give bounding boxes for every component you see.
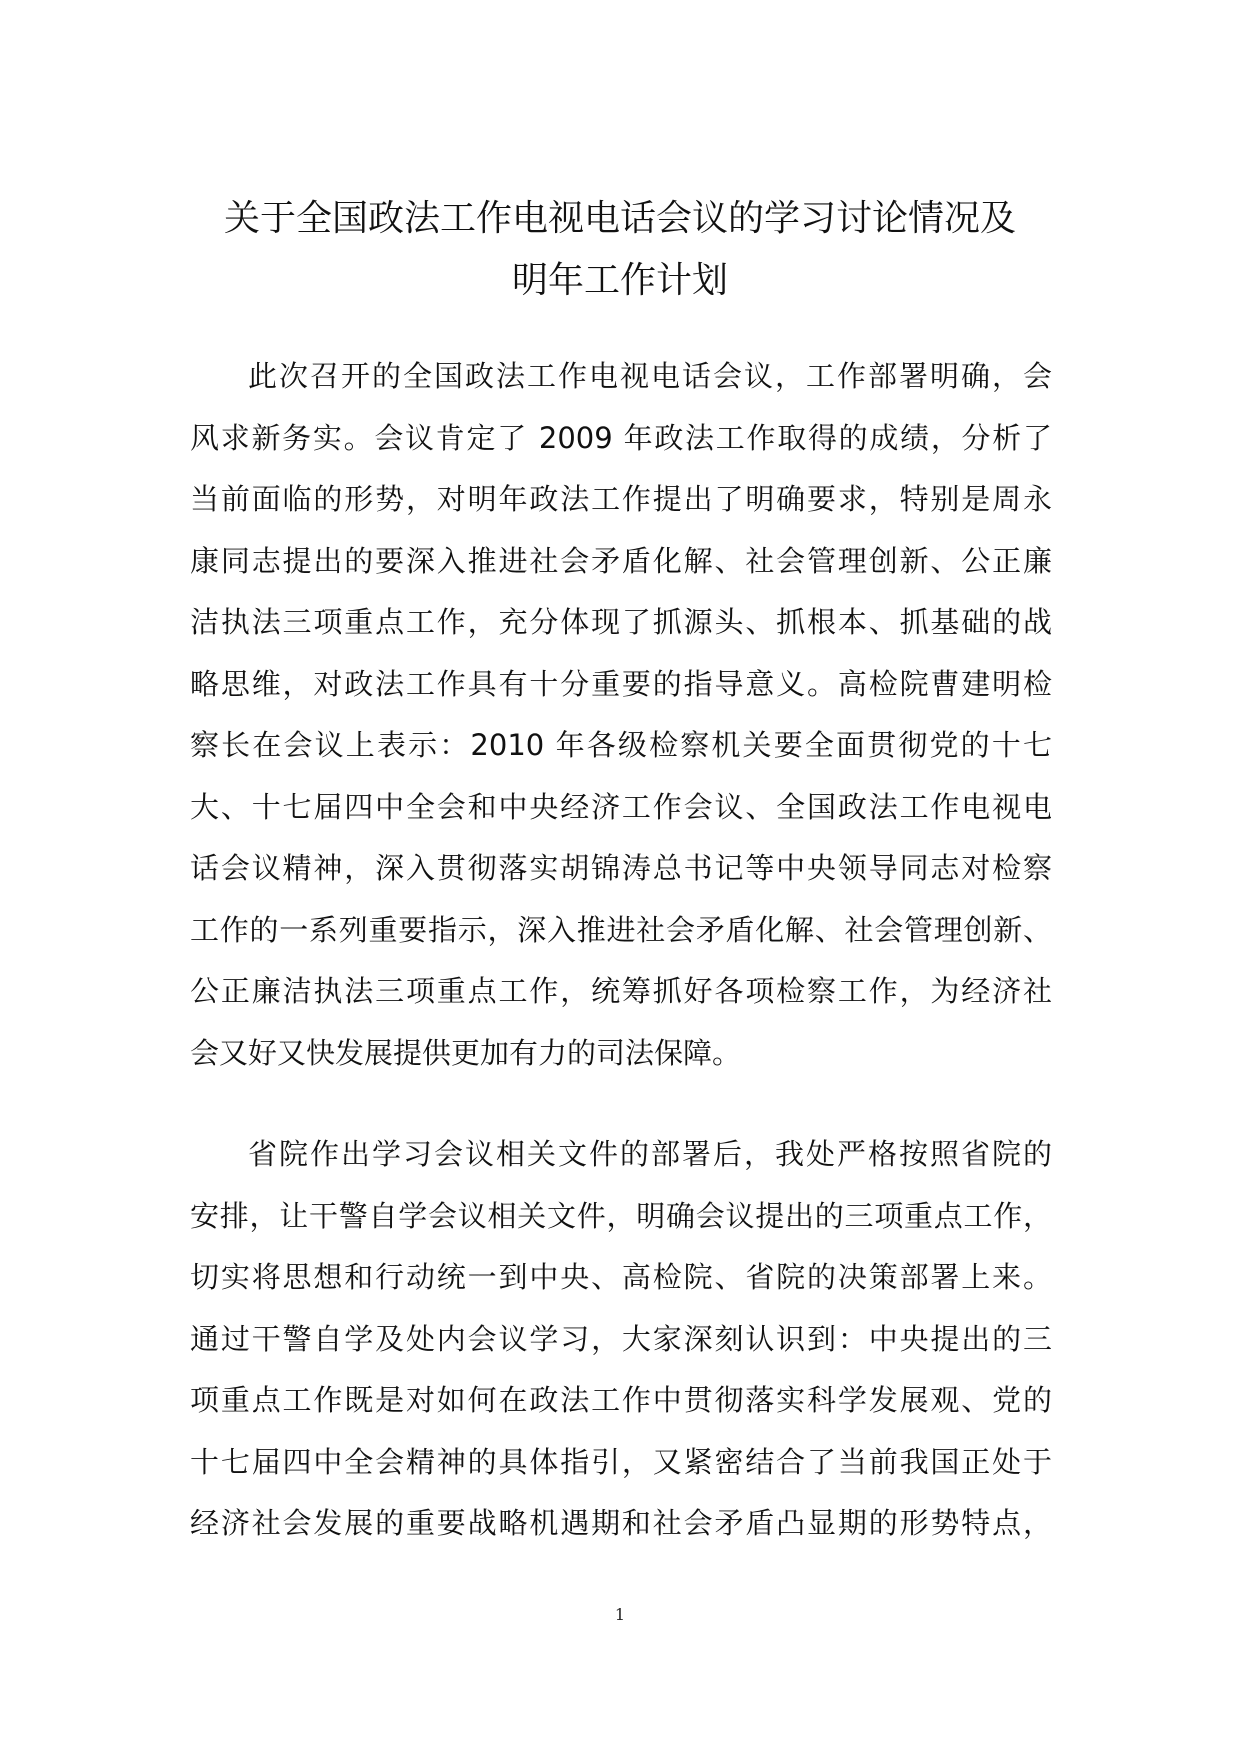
document-title-line-2: 明年工作计划 — [511, 260, 728, 301]
paragraph-1 — [190, 346, 1052, 1084]
paragraph-line: 工作的一系列重要指示，深入推进社会矛盾化解、社会管理创新、 — [190, 912, 1052, 947]
paragraph-line: 察长在会议上表示：2010 年各级检察机关要全面贯彻党的十七 — [190, 728, 1052, 762]
paragraph-line: 会又好又快发展提供更加有力的司法保障。 — [190, 1035, 742, 1070]
paragraph-line: 此次召开的全国政法工作电视电话会议，工作部署明确，会 — [248, 359, 1052, 393]
paragraph-line: 康同志提出的要深入推进社会矛盾化解、社会管理创新、公正廉 — [190, 543, 1052, 578]
paragraph-line: 安排，让干警自学会议相关文件，明确会议提出的三项重点工作， — [190, 1198, 1052, 1233]
paragraph-line: 当前面临的形势，对明年政法工作提出了明确要求，特别是周永 — [190, 482, 1052, 516]
paragraph-line: 略思维，对政法工作具有十分重要的指导意义。高检院曹建明检 — [190, 666, 1052, 701]
paragraph-line: 公正廉洁执法三项重点工作，统筹抓好各项检察工作，为经济社 — [190, 974, 1052, 1008]
paragraph-line: 经济社会发展的重要战略机遇期和社会矛盾凸显期的形势特点， — [190, 1506, 1052, 1540]
paragraph-line: 通过干警自学及处内会议学习，大家深刻认识到：中央提出的三 — [190, 1321, 1052, 1356]
page-number: 1 — [614, 1605, 626, 1624]
paragraph-line: 省院作出学习会议相关文件的部署后，我处严格按照省院的 — [248, 1137, 1052, 1171]
document-title-line-1: 关于全国政法工作电视电话会议的学习讨论情况及 — [223, 198, 1016, 239]
paragraph-line: 洁执法三项重点工作，充分体现了抓源头、抓根本、抓基础的战 — [190, 605, 1052, 639]
paragraph-line: 话会议精神，深入贯彻落实胡锦涛总书记等中央领导同志对检察 — [190, 851, 1052, 885]
paragraph-line: 风求新务实。会议肯定了 2009 年政法工作取得的成绩，分析了 — [190, 420, 1052, 455]
paragraph-line: 项重点工作既是对如何在政法工作中贯彻落实科学发展观、党的 — [190, 1383, 1052, 1417]
paragraph-2 — [190, 1124, 1052, 1555]
paragraph-line: 十七届四中全会精神的具体指引，又紧密结合了当前我国正处于 — [190, 1444, 1052, 1479]
paragraph-line: 大、十七届四中全会和中央经济工作会议、全国政法工作电视电 — [190, 789, 1052, 824]
paragraph-line: 切实将思想和行动统一到中央、高检院、省院的决策部署上来。 — [190, 1260, 1052, 1294]
